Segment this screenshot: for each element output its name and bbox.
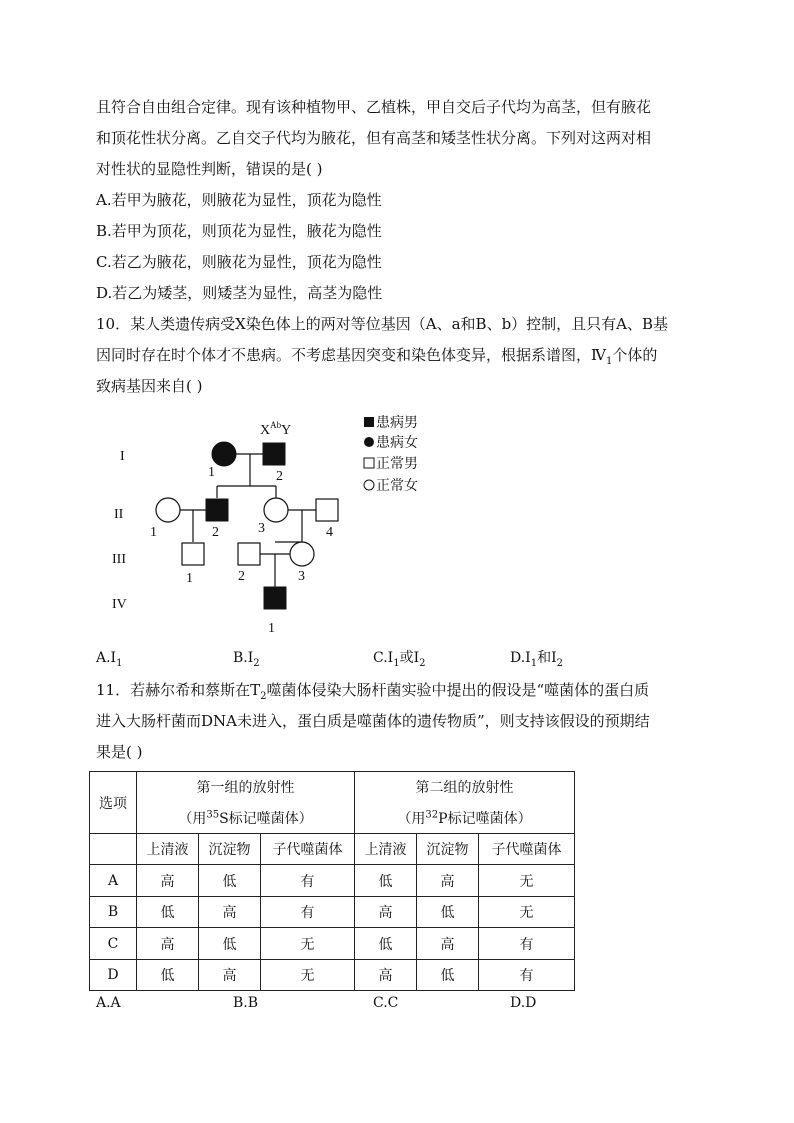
table-cell: 低 [137, 897, 199, 928]
legend-normal-female-icon [364, 480, 374, 490]
pedigree-ii2-affected-male [206, 499, 228, 521]
table-col-header: 子代噬菌体 [261, 834, 355, 865]
pedigree-num-iii1: 1 [186, 571, 193, 586]
table-cell: 高 [417, 928, 479, 960]
table-cell: 高 [137, 865, 199, 897]
q11-option-a: A.A [96, 995, 121, 1011]
q11-option-d: D.D [510, 995, 537, 1011]
legend-normal-female: 正常女 [376, 479, 418, 494]
table-cell: 低 [417, 897, 479, 928]
legend-normal-male: 正常男 [376, 457, 418, 472]
pedigree-chart [110, 412, 440, 642]
table-cell: 无 [261, 928, 355, 960]
q10-option-c: $C.I_1$或$I_2$ [373, 650, 426, 669]
pedigree-num-i2: 2 [276, 469, 283, 484]
q11-stem-line-1: 11．若赫尔希和蔡斯在$T_2$噬菌体侵染大肠杆菌实验中提出的假设是“噬菌体的蛋白质 [96, 681, 650, 702]
table-cell: 有 [261, 865, 355, 897]
table-cell: 低 [199, 865, 261, 897]
table-cell: 无 [261, 960, 355, 991]
table-col-header: 子代噬菌体 [479, 834, 575, 865]
table-cell: 高 [199, 897, 261, 928]
q11-option-b: B.B [233, 995, 259, 1011]
legend-affected-male-icon [364, 417, 374, 427]
table-cell: B [90, 897, 137, 928]
pedigree-num-i1: 1 [208, 465, 215, 480]
table-cell: 无 [479, 865, 575, 897]
table-cell: 高 [355, 960, 417, 991]
pedigree-num-iii2: 2 [238, 569, 245, 584]
legend-normal-male-icon [364, 458, 374, 468]
q10-stem-line-3: 致病基因来自( ) [96, 377, 203, 395]
generation-iv-label: IV [112, 597, 127, 612]
table-header-option-spacer [90, 834, 137, 865]
table-header-option: 选项 [90, 772, 137, 834]
table-cell: 有 [479, 960, 575, 991]
table-cell: 有 [261, 897, 355, 928]
q10-option-a: $A.I_1$ [96, 650, 123, 669]
table-row [90, 960, 575, 991]
pedigree-iii2-normal-male [238, 543, 260, 565]
table-cell: 高 [199, 960, 261, 991]
generation-i-label: I [120, 449, 125, 464]
pedigree-i2-affected-male [263, 443, 285, 465]
pedigree-num-ii1: 1 [150, 525, 157, 540]
table-cell: 低 [137, 960, 199, 991]
table-col-header: 沉淀物 [199, 834, 261, 865]
table-header-group1: 第一组的放射性 [137, 772, 355, 803]
pedigree-num-iii3: 3 [298, 569, 305, 584]
pedigree-num-ii3: 3 [258, 521, 265, 536]
pedigree-iv1-affected-male [264, 587, 286, 609]
q9-option-b: B.若甲为顶花，则顶花为显性，腋花为隐性 [96, 222, 382, 240]
q11-stem-line-2: 进入大肠杆菌而DNA未进入，蛋白质是噬菌体的遗传物质”，则支持该假设的预期结 [96, 712, 650, 730]
q9-stem-line-2: 和顶花性状分离。乙自交子代均为腋花，但有高茎和矮茎性状分离。下列对这两对相 [96, 129, 652, 147]
genotype-label: $X^{Ab}Y$ [260, 420, 292, 438]
table-col-header: 上清液 [137, 834, 199, 865]
legend-affected-male: 患病男 [376, 416, 418, 431]
table-cell: 高 [355, 897, 417, 928]
q11-option-c: C.C [373, 995, 399, 1011]
table-cell: 无 [479, 897, 575, 928]
pedigree-ii1-normal-female [156, 498, 180, 522]
pedigree-ii4-normal-male [316, 499, 338, 521]
table-cell: 低 [417, 960, 479, 991]
pedigree-num-ii2: 2 [212, 525, 219, 540]
q10-option-d: $D.I_1$和$I_2$ [510, 650, 563, 669]
generation-iii-label: III [112, 552, 126, 567]
table-cell: D [90, 960, 137, 991]
pedigree-ii3-normal-female [264, 498, 288, 522]
table-cell: 有 [479, 928, 575, 960]
table-row [90, 897, 575, 928]
pedigree-num-iv1: 1 [268, 621, 275, 636]
q10-option-b: $B.I_2$ [233, 650, 260, 669]
pedigree-i1-affected-female [212, 442, 236, 466]
table-header-group2: 第二组的放射性 [355, 772, 575, 803]
pedigree-iii1-normal-male [182, 543, 204, 565]
q9-stem-line-3: 对性状的显隐性判断，错误的是( ) [96, 160, 323, 178]
q11-stem-line-3: 果是( ) [96, 743, 143, 761]
legend-affected-female-icon [364, 437, 374, 447]
q9-stem-line-1: 且符合自由组合定律。现有该种植物甲、乙植株，甲自交后子代均为高茎，但有腋花 [96, 98, 652, 116]
table-header-group1-label: （用$^{35}$S标记噬菌体） [137, 803, 355, 834]
table-cell: 低 [355, 928, 417, 960]
table-col-header: 沉淀物 [417, 834, 479, 865]
table-cell: 高 [417, 865, 479, 897]
pedigree-iii3-normal-female [290, 542, 314, 566]
q9-option-d: D.若乙为矮茎，则矮茎为显性，高茎为隐性 [96, 284, 383, 302]
q9-option-c: C.若乙为腋花，则腋花为显性，顶花为隐性 [96, 253, 382, 271]
table-col-header: 上清液 [355, 834, 417, 865]
table-cell: 低 [199, 928, 261, 960]
table-row [90, 928, 575, 960]
q11-table [89, 771, 575, 991]
generation-ii-label: II [114, 507, 124, 522]
table-header-group2-label: （用$^{32}$P标记噬菌体） [355, 803, 575, 834]
table-cell: 高 [137, 928, 199, 960]
table-row [90, 865, 575, 897]
pedigree-num-ii4: 4 [326, 525, 333, 540]
q10-stem-line-1: 10．某人类遗传病受X染色体上的两对等位基因（A、a和B、b）控制，且只有A、B基 [96, 315, 669, 333]
q9-option-a: A.若甲为腋花，则腋花为显性，顶花为隐性 [96, 191, 382, 209]
table-cell: C [90, 928, 137, 960]
legend-affected-female: 患病女 [376, 436, 418, 451]
table-cell: 低 [355, 865, 417, 897]
q10-stem-line-2: 因同时存在时个体才不患病。不考虑基因突变和染色体变异，根据系谱图，$Ⅳ_1$个体的 [96, 346, 658, 367]
table-cell: A [90, 865, 137, 897]
